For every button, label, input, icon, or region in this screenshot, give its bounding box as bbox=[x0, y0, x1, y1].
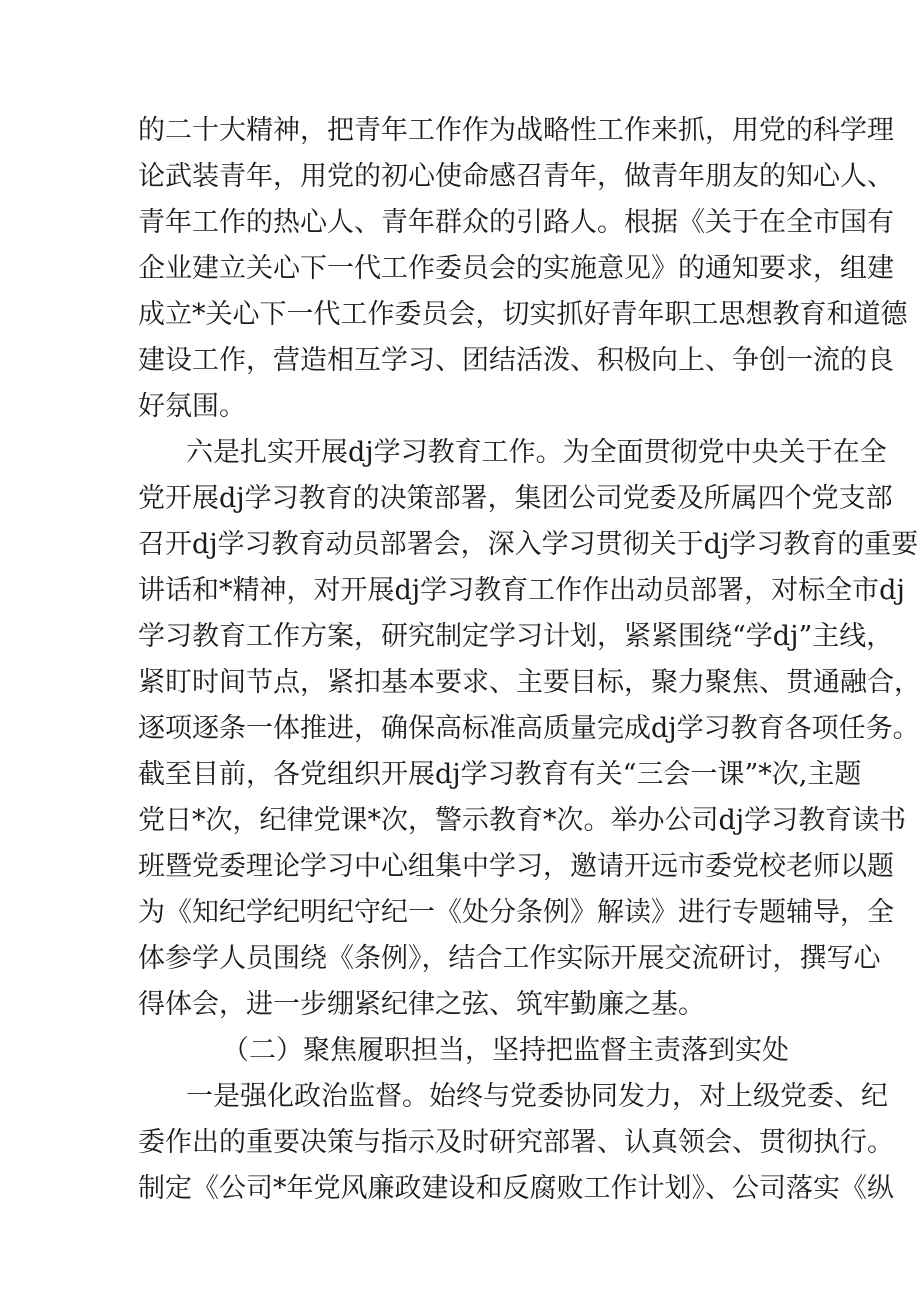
paragraph-2-line-6: 紧盯时间节点，紧扣基本要求、主要目标，聚力聚焦、贯通融合， bbox=[138, 667, 921, 698]
paragraph-1-line-6: 建设工作，营造相互学习、团结活泼、积极向上、争创一流的良 bbox=[138, 345, 894, 376]
paragraph-2-line-10: 班暨党委理论学习中心组集中学习，邀请开远市委党校老师以题 bbox=[138, 851, 894, 882]
paragraph-2-line-4: 讲话和*精神，对开展dj学习教育工作作出动员部署，对标全市dj bbox=[138, 575, 905, 606]
paragraph-2-line-11: 为《知纪学纪明纪守纪一《处分条例》解读》进行专题辅导，全 bbox=[138, 897, 894, 928]
paragraph-2-line-1: 六是扎实开展dj学习教育工作。为全面贯彻党中央关于在全 bbox=[186, 437, 887, 468]
paragraph-1-line-7: 好氛围。 bbox=[138, 391, 246, 422]
paragraph-3-line-1: 一是强化政治监督。始终与党委协同发力，对上级党委、纪 bbox=[186, 1081, 888, 1112]
paragraph-1-line-3: 青年工作的热心人、青年群众的引路人。根据《关于在全市国有 bbox=[138, 207, 894, 238]
paragraph-1-line-5: 成立*关心下一代工作委员会，切实抓好青年职工思想教育和道德 bbox=[138, 299, 908, 330]
paragraph-2-line-9: 党日*次，纪律党课*次，警示教育*次。举办公司dj学习教育读书 bbox=[138, 805, 907, 836]
paragraph-1-line-1: 的二十大精神，把青年工作作为战略性工作来抓，用党的科学理 bbox=[138, 115, 894, 146]
paragraph-2-line-7: 逐项逐条一体推进，确保高标准高质量完成dj学习教育各项任务。 bbox=[138, 713, 920, 744]
paragraph-1-line-2: 论武装青年，用党的初心使命感召青年，做青年朋友的知心人、 bbox=[138, 161, 894, 192]
paragraph-2-line-12: 体参学人员围绕《条例》，结合工作实际开展交流研讨，撰写心 bbox=[138, 943, 881, 974]
paragraph-1-line-4: 企业建立关心下一代工作委员会的实施意见》的通知要求，组建 bbox=[138, 253, 894, 284]
paragraph-2-line-5: 学习教育工作方案，研究制定学习计划，紧紧围绕“学dj”主线， bbox=[138, 621, 894, 652]
paragraph-2-line-2: 党开展dj学习教育的决策部署，集团公司党委及所属四个党支部 bbox=[138, 483, 893, 514]
paragraph-2-line-13: 得体会，进一步绷紧纪律之弦、筑牢勤廉之基。 bbox=[138, 989, 705, 1020]
paragraph-2-line-8: 截至目前，各党组织开展dj学习教育有关“三会一课”*次,主题 bbox=[138, 759, 862, 790]
paragraph-2-line-3: 召开dj学习教育动员部署会，深入学习贯彻关于dj学习教育的重要 bbox=[138, 529, 919, 560]
paragraph-3-line-2: 委作出的重要决策与指示及时研究部署、认真领会、贯彻执行。 bbox=[138, 1127, 894, 1158]
section-heading: （二）聚焦履职担当，坚持把监督主责落到实处 bbox=[222, 1035, 789, 1066]
paragraph-3-line-3: 制定《公司*年党风廉政建设和反腐败工作计划》、公司落实《纵 bbox=[138, 1173, 894, 1204]
